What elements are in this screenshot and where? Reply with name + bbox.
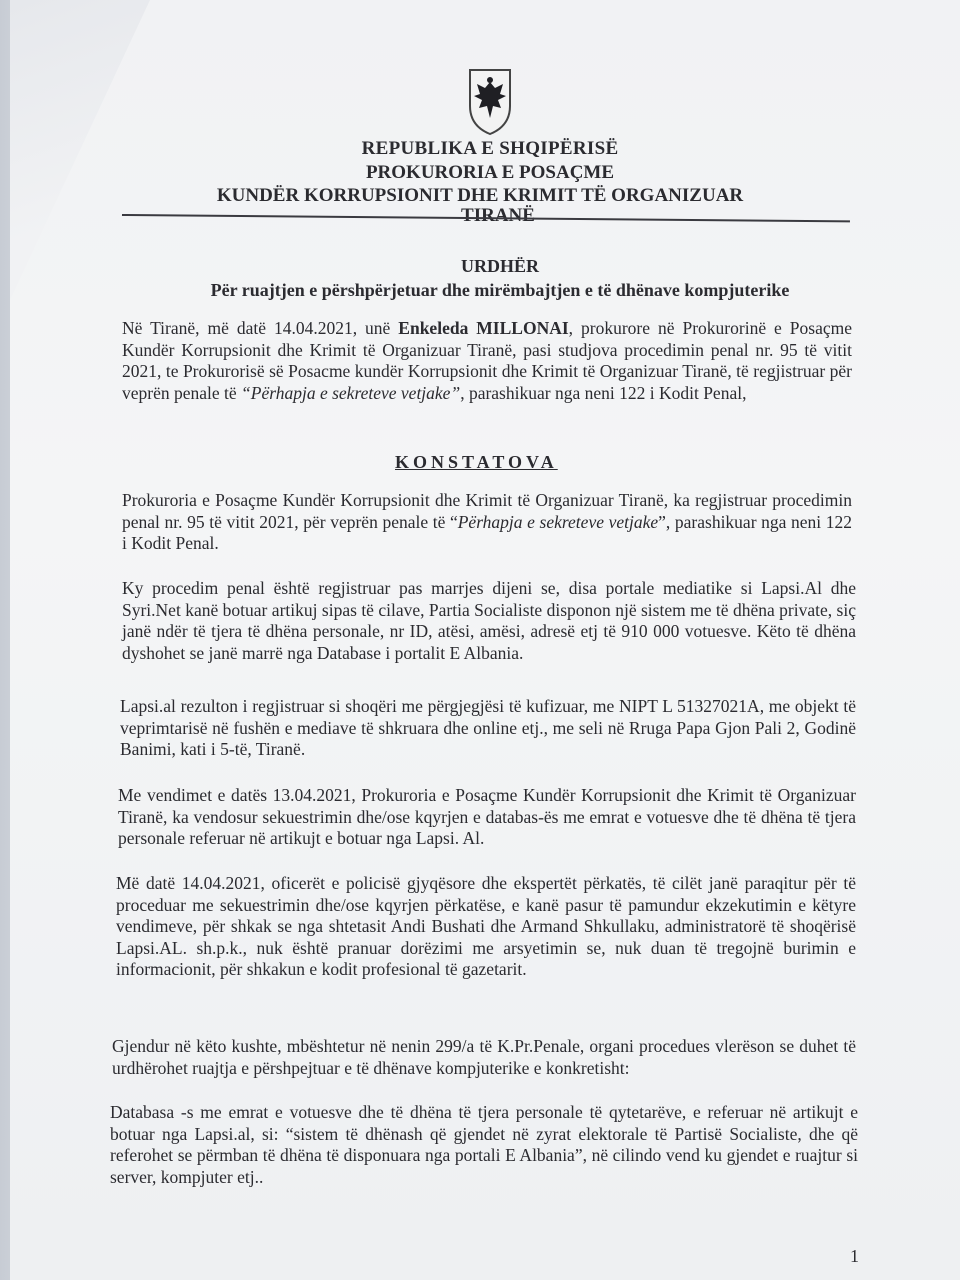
header-city: TIRANË bbox=[461, 205, 535, 226]
document-subtitle: Për ruajtjen e përshpërjetuar dhe mirëmbajtjen e të dhënave kompjuterike bbox=[210, 280, 790, 300]
albanian-emblem-icon bbox=[465, 66, 515, 136]
header-republic: REPUBLIKA E SHQIPËRISË bbox=[361, 138, 619, 159]
intro-text-2: , prokurore në Prokurorinë e Posaçme Kundër Korrupsionit dhe Krimit të Organizuar Tiranë, pasi studjova procedimin penal nr. 95 të vitit 2021, te Prokurorisë së Posacme kundër Korrupsionit dhe Krimit të Organizuar Tiranë, të regjistruar për veprën penale të bbox=[122, 318, 853, 403]
paragraph-decisions: Me vendimet e datës 13.04.2021, Prokuroria e Posaçme Kundër Korrupsionit dhe Krimit të Organizuar Tiranë, ka vendosur sekuestrimin dhe/ose kqyrjen e databas-ës me emrat e votuesve dhe të dhëna të tjera personale referuar në artikujt e botuar nga Lapsi. Al. bbox=[118, 785, 856, 848]
prosecutor-name: Enkeleda MILLONAI bbox=[398, 318, 569, 338]
paragraph-legal-basis: Gjendur në këto kushte, mbështetur në nenin 299/a të K.Pr.Penale, organi procedues vlerëson se duhet të urdhërohet ruajtja e përshpejtuar e të dhënave kompjuterike e konkretisht: bbox=[112, 1036, 856, 1078]
intro-paragraph bbox=[122, 318, 852, 404]
document-page bbox=[10, 0, 960, 1280]
p2-text-2: ”, parashikuar nga neni 122 i Kodit Penal. bbox=[122, 511, 853, 553]
header-against-corruption: KUNDËR KORRUPSIONIT DHE KRIMIT TË ORGANIZUAR bbox=[216, 185, 744, 206]
paragraph-background: Ky procedim penal është regjistruar pas marrjes dijeni se, disa portale mediatike si Lapsi.Al dhe Syri.Net kanë botuar artikuj sipas të cilave, Partia Socialiste disponon një sistem me të dhëna private, siç janë ndër të tjera të dhëna personale, nr ID, atësi, amësi, adresë etj të 910 000 votuesve. Këto të dhëna dyshohet se janë marrë nga Database i portalit E Albania. bbox=[122, 578, 856, 663]
paragraph-execution: Më datë 14.04.2021, oficerët e policisë gjyqësore dhe ekspertët përkatës, të cilët janë paraqitur për të proceduar me sekuestrimin dhe/ose kqyrjen përkatëse, e kanë pasur të pamundur ekzekutimin e këtyre vendimeve, për shkak se nga shtetasit Andi Bushati dhe Armand Shkullaku, administratorë të shoqërisë Lapsi.AL. sh.p.k., nuk është pranuar dorëzimi me arsyetimin se, nuk duan të tregojnë burimin e informacionit, për shkakun e kodit profesional të gazetarit. bbox=[116, 873, 856, 979]
p2-crime: Përhapja e sekreteve vetjake bbox=[457, 511, 659, 532]
paragraph-database: Databasa -s me emrat e votuesve dhe të dhëna të tjera personale të qytetarëve, e referuar në artikujt e botuar nga Lapsi.al, si: “sistem të dhënash që gjendet në zyrat elektorale të Partisë Socialiste, dhe që referohet se përmban të dhëna të disponuara nga portali E Albania”, në cilindo vend ku gjendet e ruajtur si server, kompjuter etj.. bbox=[110, 1102, 858, 1187]
document-title: URDHËR bbox=[460, 256, 539, 276]
p2-text-1: Prokuroria e Posaçme Kundër Korrupsionit dhe Krimit të Organizuar Tiranë, ka regjistruar procedimin penal nr. 95 të vitit 2021, për veprën penale të “ bbox=[122, 490, 852, 532]
header-prosecution: PROKURORIA E POSAÇME bbox=[365, 162, 615, 183]
intro-text-3: , parashikuar nga neni 122 i Kodit Penal, bbox=[460, 382, 747, 403]
page-number: 1 bbox=[850, 1246, 859, 1266]
paragraph-registration bbox=[122, 490, 852, 555]
intro-crime: “Përhapja e sekreteve vetjake” bbox=[241, 382, 461, 403]
paragraph-company: Lapsi.al rezulton i regjistruar si shoqëri me përgjegjësi të kufizuar, me NIPT L 51327021A, me objekt të veprimtarisë në fushën e mediave të shkruara dhe online etj., me seli në Rruga Papa Gjon Pali 2, Godinë Banimi, kati i 5-të, Tiranë. bbox=[120, 696, 856, 759]
intro-text-1: Në Tiranë, më datë 14.04.2021, unë bbox=[122, 318, 399, 338]
section-heading: KONSTATOVA bbox=[395, 452, 558, 472]
